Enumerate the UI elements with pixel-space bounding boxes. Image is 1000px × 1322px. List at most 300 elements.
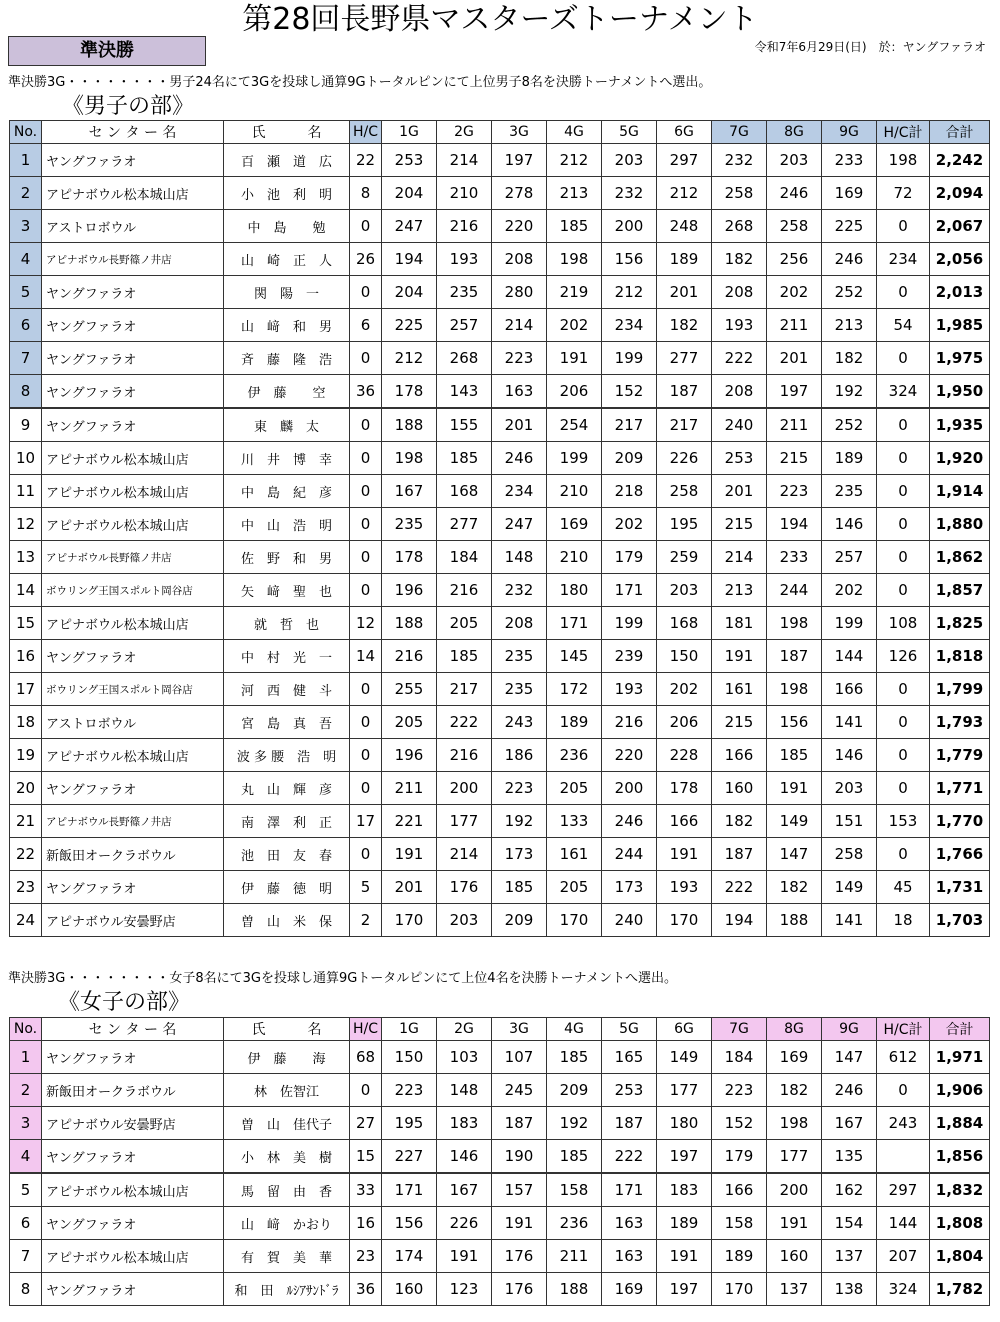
cell-total: 2,056 [930,243,990,276]
cell-center: アストロボウル [42,706,224,739]
cell-hc-total: 126 [877,640,930,673]
cell-hc-total: 198 [877,144,930,177]
cell-g4: 171 [547,607,602,640]
cell-g3: 201 [492,408,547,442]
cell-hc: 0 [350,838,382,871]
cell-total: 1,770 [930,805,990,838]
cell-g2: 148 [437,1074,492,1107]
cell-hc: 5 [350,871,382,904]
cell-total: 1,856 [930,1140,990,1174]
cell-g4: 180 [547,574,602,607]
cell-g2: 214 [437,838,492,871]
cell-g1: 227 [382,1140,437,1174]
cell-g5: 199 [602,342,657,375]
cell-g9: 162 [822,1173,877,1207]
cell-total: 1,862 [930,541,990,574]
cell-hc: 0 [350,342,382,375]
cell-g6: 149 [657,1041,712,1074]
cell-hc: 0 [350,1074,382,1107]
women-description: 準決勝3G・・・・・・・・女子8名にて3Gを投球し通算9Gトータルピンにて上位4名を決勝トーナメントへ選出。 [8,971,678,986]
cell-g8: 200 [767,1173,822,1207]
cell-no: 1 [10,144,42,177]
cell-g4: 191 [547,342,602,375]
cell-name: 林 佐智江 [224,1074,350,1107]
cell-g9: 252 [822,408,877,442]
cell-g9: 141 [822,706,877,739]
cell-total: 1,825 [930,607,990,640]
cell-g9: 189 [822,442,877,475]
cell-name: 斉 藤 隆 浩 [224,342,350,375]
cell-no: 5 [10,1173,42,1207]
cell-g8: 177 [767,1140,822,1174]
cell-g9: 199 [822,607,877,640]
cell-hc: 0 [350,706,382,739]
table-row [10,375,990,409]
cell-total: 1,771 [930,772,990,805]
cell-g7: 187 [712,838,767,871]
cell-total: 1,971 [930,1041,990,1074]
cell-g4: 185 [547,210,602,243]
cell-g5: 246 [602,805,657,838]
cell-g5: 179 [602,541,657,574]
cell-no: 6 [10,1207,42,1240]
cell-g7: 222 [712,871,767,904]
cell-hc-total: 0 [877,475,930,508]
cell-center: ヤングファラオ [42,640,224,673]
cell-name: 池 田 友 春 [224,838,350,871]
cell-name: 伊 藤 空 [224,375,350,409]
cell-g7: 208 [712,276,767,309]
cell-no: 22 [10,838,42,871]
cell-total: 1,731 [930,871,990,904]
cell-g4: 236 [547,739,602,772]
cell-total: 1,914 [930,475,990,508]
cell-g3: 247 [492,508,547,541]
cell-g9: 203 [822,772,877,805]
cell-g1: 167 [382,475,437,508]
cell-name: 伊 藤 徳 明 [224,871,350,904]
cell-center: ヤングファラオ [42,342,224,375]
cell-center: ヤングファラオ [42,408,224,442]
cell-g3: 190 [492,1140,547,1174]
header-g4: 4G [547,121,602,144]
cell-g6: 182 [657,309,712,342]
cell-g9: 146 [822,508,877,541]
cell-no: 8 [10,375,42,409]
cell-g3: 163 [492,375,547,409]
cell-hc-total: 0 [877,838,930,871]
cell-center: アピナボウル安曇野店 [42,904,224,937]
cell-g8: 201 [767,342,822,375]
cell-g2: 185 [437,640,492,673]
cell-name: 曽 山 米 保 [224,904,350,937]
cell-g5: 234 [602,309,657,342]
cell-g7: 201 [712,475,767,508]
cell-g9: 138 [822,1273,877,1306]
cell-no: 4 [10,1140,42,1174]
header-g6: 6G [657,121,712,144]
cell-name: 山 﨑 和 男 [224,309,350,342]
cell-g7: 158 [712,1207,767,1240]
cell-g8: 233 [767,541,822,574]
cell-no: 8 [10,1273,42,1306]
header-name: 氏 名 [224,121,350,144]
cell-g3: 176 [492,1273,547,1306]
cell-center: アピナボウル安曇野店 [42,1107,224,1140]
cell-center: アピナボウル松本城山店 [42,177,224,210]
cell-hc-total: 0 [877,508,930,541]
cell-no: 15 [10,607,42,640]
cell-g9: 252 [822,276,877,309]
cell-g9: 258 [822,838,877,871]
table-row [10,508,990,541]
cell-g5: 169 [602,1273,657,1306]
cell-hc: 26 [350,243,382,276]
cell-total: 1,884 [930,1107,990,1140]
cell-g8: 223 [767,475,822,508]
cell-center: ヤングファラオ [42,276,224,309]
cell-g1: 221 [382,805,437,838]
cell-g3: 234 [492,475,547,508]
cell-g1: 196 [382,739,437,772]
cell-g9: 213 [822,309,877,342]
cell-g7: 268 [712,210,767,243]
cell-g2: 235 [437,276,492,309]
cell-g6: 212 [657,177,712,210]
table-row [10,871,990,904]
cell-center: ヤングファラオ [42,871,224,904]
cell-hc-total: 18 [877,904,930,937]
cell-hc: 0 [350,739,382,772]
table-row [10,1140,990,1174]
cell-g9: 167 [822,1107,877,1140]
cell-g3: 185 [492,871,547,904]
cell-g4: 205 [547,871,602,904]
cell-g1: 178 [382,375,437,409]
cell-hc-total [877,1140,930,1174]
table-row [10,475,990,508]
cell-g6: 177 [657,1074,712,1107]
cell-hc-total: 72 [877,177,930,210]
cell-g2: 167 [437,1173,492,1207]
cell-g1: 247 [382,210,437,243]
cell-g6: 183 [657,1173,712,1207]
cell-no: 19 [10,739,42,772]
cell-g3: 245 [492,1074,547,1107]
cell-center: アピナボウル松本城山店 [42,442,224,475]
cell-name: 波 多 腰 浩 明 [224,739,350,772]
cell-hc: 0 [350,276,382,309]
cell-g3: 107 [492,1041,547,1074]
cell-g2: 123 [437,1273,492,1306]
cell-g6: 228 [657,739,712,772]
cell-g3: 235 [492,673,547,706]
cell-no: 24 [10,904,42,937]
cell-g9: 146 [822,739,877,772]
table-row [10,805,990,838]
cell-g2: 257 [437,309,492,342]
header-g3: 3G [492,1018,547,1041]
cell-g6: 187 [657,375,712,409]
table-row [10,442,990,475]
cell-g8: 169 [767,1041,822,1074]
cell-g1: 195 [382,1107,437,1140]
cell-total: 1,799 [930,673,990,706]
cell-g1: 225 [382,309,437,342]
cell-g1: 174 [382,1240,437,1273]
cell-g4: 158 [547,1173,602,1207]
table-row [10,1107,990,1140]
cell-g1: 178 [382,541,437,574]
cell-g7: 166 [712,739,767,772]
cell-hc-total: 324 [877,375,930,409]
cell-g9: 233 [822,144,877,177]
cell-hc: 17 [350,805,382,838]
cell-g9: 246 [822,243,877,276]
cell-center: ヤングファラオ [42,1273,224,1306]
cell-no: 23 [10,871,42,904]
cell-g7: 161 [712,673,767,706]
cell-g1: 160 [382,1273,437,1306]
cell-center: アピナボウル松本城山店 [42,1240,224,1273]
cell-g3: 157 [492,1173,547,1207]
cell-g7: 179 [712,1140,767,1174]
cell-g4: 185 [547,1140,602,1174]
cell-g5: 203 [602,144,657,177]
cell-total: 1,804 [930,1240,990,1273]
cell-g4: 254 [547,408,602,442]
cell-g3: 214 [492,309,547,342]
cell-g3: 243 [492,706,547,739]
cell-no: 4 [10,243,42,276]
cell-name: 関 陽 一 [224,276,350,309]
table-row [10,342,990,375]
cell-total: 2,094 [930,177,990,210]
cell-g1: 204 [382,177,437,210]
cell-no: 9 [10,408,42,442]
cell-g5: 156 [602,243,657,276]
cell-g4: 199 [547,442,602,475]
cell-g3: 148 [492,541,547,574]
table-row [10,276,990,309]
cell-g5: 222 [602,1140,657,1174]
cell-g2: 216 [437,739,492,772]
cell-total: 1,782 [930,1273,990,1306]
cell-g2: 193 [437,243,492,276]
cell-g2: 277 [437,508,492,541]
cell-g6: 206 [657,706,712,739]
cell-g1: 150 [382,1041,437,1074]
cell-total: 1,832 [930,1173,990,1207]
cell-g2: 226 [437,1207,492,1240]
cell-g7: 215 [712,706,767,739]
cell-g4: 169 [547,508,602,541]
cell-no: 16 [10,640,42,673]
cell-no: 5 [10,276,42,309]
table-row [10,904,990,937]
cell-hc: 15 [350,1140,382,1174]
header-g1: 1G [382,1018,437,1041]
cell-center: アピナボウル長野篠ノ井店 [42,805,224,838]
cell-g6: 297 [657,144,712,177]
cell-total: 1,779 [930,739,990,772]
header-center: セ ン タ ー 名 [42,121,224,144]
cell-g6: 150 [657,640,712,673]
cell-center: ヤングファラオ [42,1207,224,1240]
header-g3: 3G [492,121,547,144]
cell-g8: 258 [767,210,822,243]
cell-hc: 16 [350,1207,382,1240]
cell-g5: 240 [602,904,657,937]
header-g5: 5G [602,121,657,144]
cell-g8: 194 [767,508,822,541]
cell-g5: 212 [602,276,657,309]
table-row [10,838,990,871]
header-total: 合計 [930,1018,990,1041]
table-row [10,1273,990,1306]
cell-g5: 171 [602,1173,657,1207]
cell-hc: 6 [350,309,382,342]
header-hc-total: H/C計 [877,1018,930,1041]
cell-no: 20 [10,772,42,805]
cell-g7: 253 [712,442,767,475]
cell-g7: 184 [712,1041,767,1074]
header-g2: 2G [437,1018,492,1041]
cell-center: アピナボウル長野篠ノ井店 [42,243,224,276]
cell-g3: 187 [492,1107,547,1140]
header-total: 合計 [930,121,990,144]
cell-hc-total: 108 [877,607,930,640]
table-row [10,210,990,243]
cell-g1: 204 [382,276,437,309]
cell-center: 新飯田オークラボウル [42,838,224,871]
cell-g2: 214 [437,144,492,177]
cell-hc: 68 [350,1041,382,1074]
cell-g4: 213 [547,177,602,210]
cell-total: 1,818 [930,640,990,673]
cell-g2: 143 [437,375,492,409]
cell-total: 1,935 [930,408,990,442]
cell-g8: 149 [767,805,822,838]
cell-g7: 160 [712,772,767,805]
cell-g3: 223 [492,342,547,375]
cell-total: 1,703 [930,904,990,937]
cell-hc-total: 612 [877,1041,930,1074]
cell-g4: 172 [547,673,602,706]
cell-g1: 188 [382,607,437,640]
cell-g8: 188 [767,904,822,937]
cell-name: 河 西 健 斗 [224,673,350,706]
cell-g8: 256 [767,243,822,276]
cell-g2: 146 [437,1140,492,1174]
cell-g8: 203 [767,144,822,177]
cell-hc-total: 0 [877,574,930,607]
cell-hc-total: 297 [877,1173,930,1207]
cell-g6: 203 [657,574,712,607]
table-row [10,177,990,210]
cell-g9: 169 [822,177,877,210]
cell-center: ヤングファラオ [42,1140,224,1174]
cell-g3: 232 [492,574,547,607]
cell-g6: 277 [657,342,712,375]
cell-g6: 195 [657,508,712,541]
cell-g4: 170 [547,904,602,937]
cell-g6: 193 [657,871,712,904]
cell-name: 中 島 勉 [224,210,350,243]
cell-center: ヤングファラオ [42,1041,224,1074]
cell-no: 13 [10,541,42,574]
cell-g4: 206 [547,375,602,409]
table-row [10,309,990,342]
cell-g2: 217 [437,673,492,706]
cell-g2: 200 [437,772,492,805]
cell-g4: 236 [547,1207,602,1240]
cell-center: アピナボウル長野篠ノ井店 [42,541,224,574]
cell-g7: 223 [712,1074,767,1107]
cell-hc: 0 [350,673,382,706]
cell-g8: 197 [767,375,822,409]
cell-g4: 198 [547,243,602,276]
cell-hc: 22 [350,144,382,177]
women-section-title: 《女子の部》 [58,990,191,1015]
header-g7: 7G [712,1018,767,1041]
cell-name: 曽 山 佳代子 [224,1107,350,1140]
cell-g3: 176 [492,1240,547,1273]
cell-name: 佐 野 和 男 [224,541,350,574]
cell-g6: 201 [657,276,712,309]
cell-g6: 202 [657,673,712,706]
cell-total: 1,920 [930,442,990,475]
cell-total: 1,950 [930,375,990,409]
cell-g3: 173 [492,838,547,871]
cell-no: 14 [10,574,42,607]
cell-g8: 215 [767,442,822,475]
header-g9: 9G [822,121,877,144]
cell-hc-total: 0 [877,408,930,442]
header-g8: 8G [767,1018,822,1041]
cell-g5: 217 [602,408,657,442]
cell-g1: 235 [382,508,437,541]
cell-total: 1,857 [930,574,990,607]
header-hc-total: H/C計 [877,121,930,144]
cell-hc: 0 [350,442,382,475]
header-center: セ ン タ ー 名 [42,1018,224,1041]
cell-g7: 193 [712,309,767,342]
cell-no: 3 [10,210,42,243]
women-results-table [9,1017,990,1306]
cell-hc-total: 0 [877,541,930,574]
cell-center: アピナボウル松本城山店 [42,739,224,772]
cell-hc: 0 [350,408,382,442]
cell-g8: 244 [767,574,822,607]
cell-name: 川 井 博 幸 [224,442,350,475]
cell-g5: 244 [602,838,657,871]
cell-total: 1,766 [930,838,990,871]
men-header-row [10,121,990,144]
cell-g4: 202 [547,309,602,342]
cell-hc: 23 [350,1240,382,1273]
cell-g6: 217 [657,408,712,442]
cell-total: 1,880 [930,508,990,541]
cell-g1: 255 [382,673,437,706]
table-row [10,408,990,442]
cell-name: 宮 島 真 吾 [224,706,350,739]
cell-g5: 199 [602,607,657,640]
cell-g8: 202 [767,276,822,309]
cell-total: 2,242 [930,144,990,177]
cell-g5: 152 [602,375,657,409]
cell-g2: 191 [437,1240,492,1273]
